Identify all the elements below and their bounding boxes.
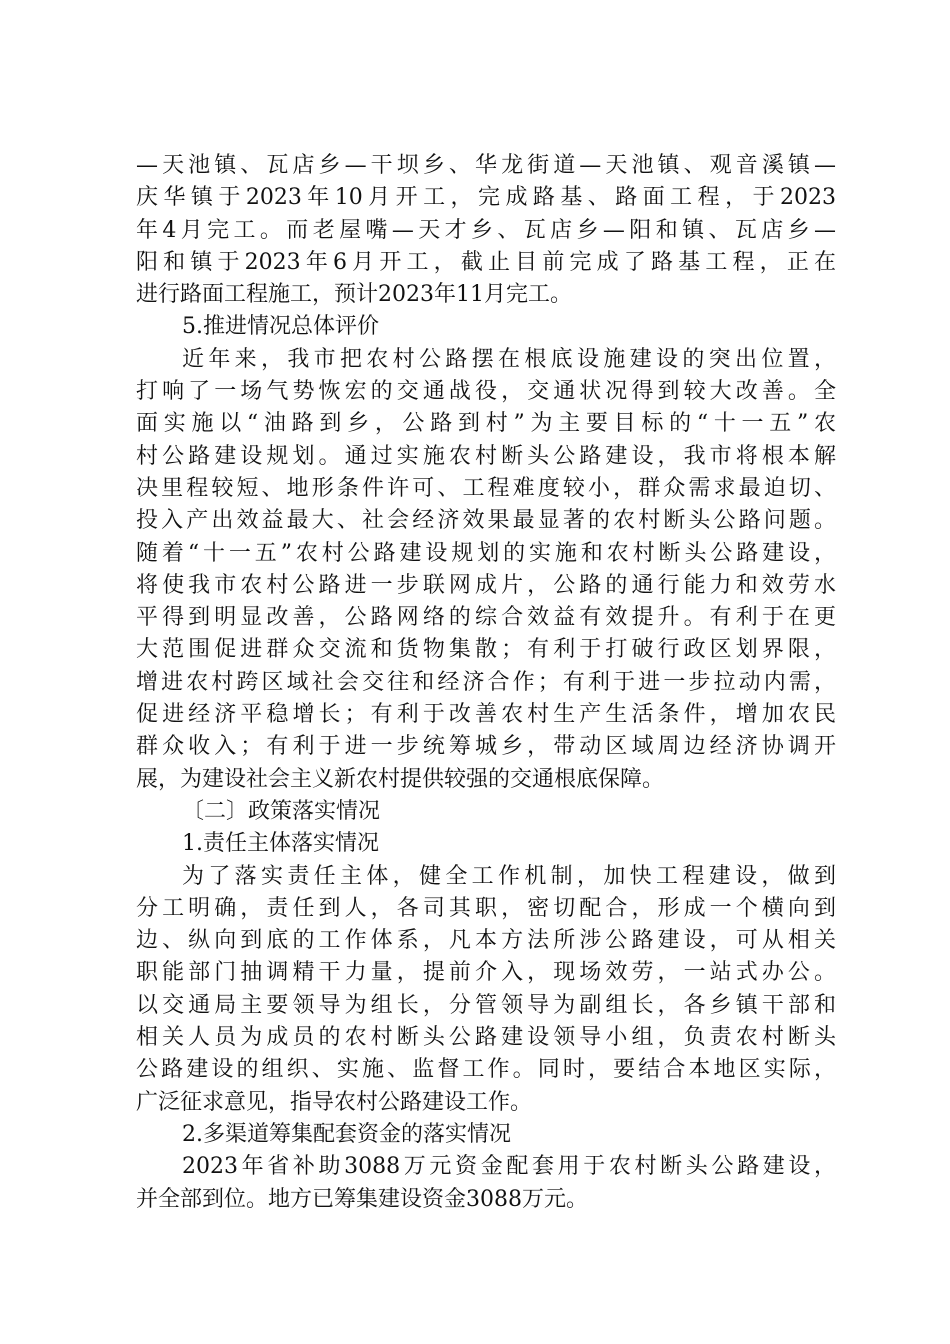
text-line: 面实施以“油路到乡，公路到村”为主要目标的“十一五”农: [136, 411, 836, 437]
text-line: 年4月完工。而老屋嘴—天才乡、瓦店乡—阳和镇、瓦店乡—: [136, 217, 836, 243]
text-line: 村公路建设规划。通过实施农村断头公路建设，我市将根本解: [136, 443, 836, 469]
text-line: 大范围促进群众交流和货物集散；有利于打破行政区划界限，: [136, 637, 836, 663]
text-line: 边、纵向到底的工作体系，凡本方法所涉公路建设，可从相关: [136, 928, 836, 954]
text-line: 公路建设的组织、实施、监督工作。同时，要结合本地区实际，: [136, 1057, 836, 1083]
text-line: 平得到明显改善，公路网络的综合效益有效提升。有利于在更: [136, 605, 836, 631]
text-line: 进行路面工程施工，预计2023年11月完工。: [136, 282, 572, 308]
section-heading: 5.推进情况总体评价: [182, 314, 379, 340]
text-line: 投入产出效益最大、社会经济效果最显著的农村断头公路问题。: [136, 508, 836, 534]
text-line: 促进经济平稳增长；有利于改善农村生产生活条件，增加农民: [136, 702, 836, 728]
text-line: 群众收入；有利于进一步统筹城乡，带动区域周边经济协调开: [136, 734, 836, 760]
document-body: [136, 150, 836, 1216]
text-line: 以交通局主要领导为组长，分管领导为副组长，各乡镇干部和: [136, 992, 836, 1018]
text-line: 将使我市农村公路进一步联网成片，公路的通行能力和效劳水: [136, 572, 836, 598]
text-line: 庆华镇于2023年10月开工，完成路基、路面工程，于2023: [136, 185, 836, 211]
text-line: 展，为建设社会主义新农村提供较强的交通根底保障。: [136, 766, 665, 792]
text-line: 职能部门抽调精干力量，提前介入，现场效劳，一站式办公。: [136, 960, 836, 986]
section-heading: 2.多渠道筹集配套资金的落实情况: [182, 1121, 511, 1147]
text-line: —天池镇、瓦店乡—干坝乡、华龙街道—天池镇、观音溪镇—: [136, 153, 836, 178]
text-line: 分工明确，责任到人，各司其职，密切配合，形成一个横向到: [136, 895, 836, 921]
text-line: 打响了一场气势恢宏的交通战役，交通状况得到较大改善。全: [136, 379, 836, 405]
text-line: 近年来，我市把农村公路摆在根底设施建设的突出位置，: [182, 346, 836, 372]
text-line: 决里程较短、地形条件许可、工程难度较小，群众需求最迫切、: [136, 475, 836, 501]
text-line: 增进农村跨区域社会交往和经济合作；有利于进一步拉动内需，: [136, 669, 836, 695]
text-line: 2023年省补助3088万元资金配套用于农村断头公路建设，: [182, 1154, 836, 1180]
text-line: 相关人员为成员的农村断头公路建设领导小组，负责农村断头: [136, 1025, 836, 1051]
section-heading: 1.责任主体落实情况: [182, 831, 379, 857]
text-line: 随着“十一五”农村公路建设规划的实施和农村断头公路建设，: [136, 540, 836, 566]
text-line: 并全部到位。地方已筹集建设资金3088万元。: [136, 1186, 588, 1212]
text-line: 为了落实责任主体，健全工作机制，加快工程建设，做到: [182, 863, 836, 889]
text-line: 广泛征求意见，指导农村公路建设工作。: [136, 1089, 533, 1115]
section-heading: 〔二〕政策落实情况: [182, 798, 381, 824]
text-line: 阳和镇于2023年6月开工，截止目前完成了路基工程，正在: [136, 249, 836, 275]
